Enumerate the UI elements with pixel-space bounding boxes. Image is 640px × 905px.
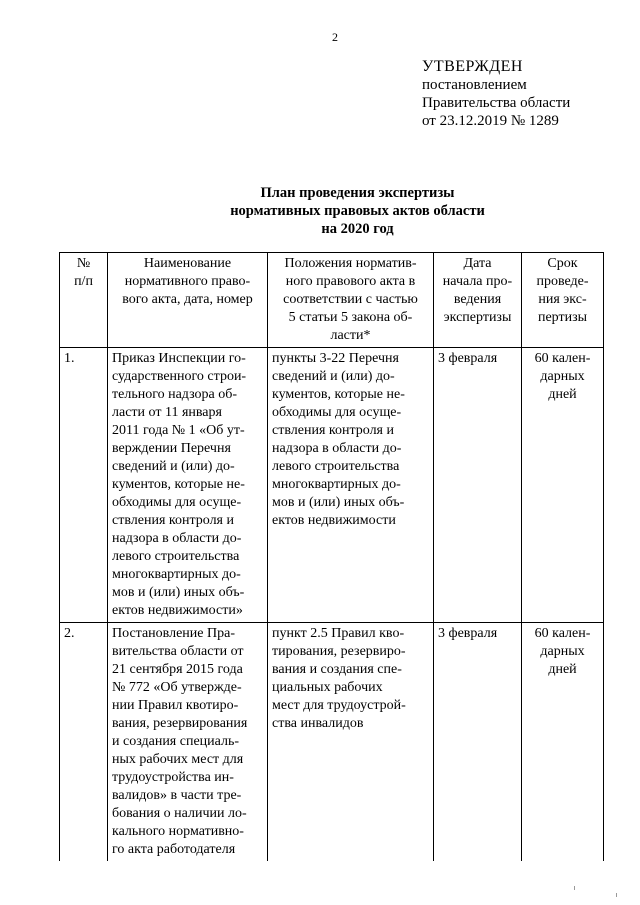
plan-table	[59, 252, 604, 861]
row-start-date: 3 февраля	[434, 348, 522, 623]
row-number: 1.	[60, 348, 108, 623]
header-duration: Срок проведе- ния экс- пертизы	[522, 253, 604, 348]
table-header-row	[60, 253, 604, 348]
row-duration: 60 кален- дарных дней	[522, 348, 604, 623]
row-duration: 60 кален- дарных дней	[522, 623, 604, 862]
row-number: 2.	[60, 623, 108, 862]
approval-line-2: Правительства области	[422, 95, 571, 111]
header-start-date: Дата начала про- ведения экспертизы	[434, 253, 522, 348]
header-act-name: Наименование нормативного право- вого акта, дата, номер	[108, 253, 268, 348]
title-line-1: План проведения экспертизы	[260, 185, 455, 201]
header-number: № п/п	[60, 253, 108, 348]
row-provisions: пункт 2.5 Правил кво- тирования, резервиро- вания и создания спе- циальных рабочих мест для трудоустрой- ства инвалидов	[268, 623, 434, 862]
row-act-name: Постановление Пра- вительства области от 21 сентября 2015 года № 772 «Об утвержде- нии Правил квотиро- вания, резервирования и создания специаль- ных рабочих мест для трудоустройства ин- валидов» в части тре- бования о наличии ло- кального нормативно- го акта работодателя	[108, 623, 268, 862]
header-provisions: Положения норматив- ного правового акта в соответствии с частью 5 статьи 5 закона об- ласти*	[268, 253, 434, 348]
row-act-name: Приказ Инспекции го- сударственного строи- тельного надзора об- ласти от 11 января 2011 года № 1 «Об ут- верждении Перечня сведений и (или) до- кументов, которые не- обходимы для осуще- ствления контроля и надзора в области до- левого строительства многоквартирных до- мов и (или) иных объ- ектов недвижимости»	[108, 348, 268, 623]
scan-mark	[574, 886, 575, 890]
title-line-3: на 2020 год	[321, 221, 394, 237]
approval-line-1: постановлением	[422, 77, 527, 93]
table-row	[60, 348, 604, 623]
table-row	[60, 623, 604, 862]
document-title	[0, 184, 640, 238]
scan-mark	[616, 893, 617, 897]
approval-line-3: от 23.12.2019 № 1289	[422, 113, 559, 129]
approval-block	[422, 58, 570, 130]
row-start-date: 3 февраля	[434, 623, 522, 862]
title-line-2: нормативных правовых актов области	[230, 203, 485, 219]
approval-heading: УТВЕРЖДЕН	[422, 58, 523, 75]
page-number: 2	[332, 30, 338, 44]
row-provisions: пункты 3-22 Перечня сведений и (или) до- кументов, которые не- обходимы для осуще- ствления контроля и надзора в области до- левого строительства многоквартирных до- мов и (или) иных объ- ектов недвижимости	[268, 348, 434, 623]
